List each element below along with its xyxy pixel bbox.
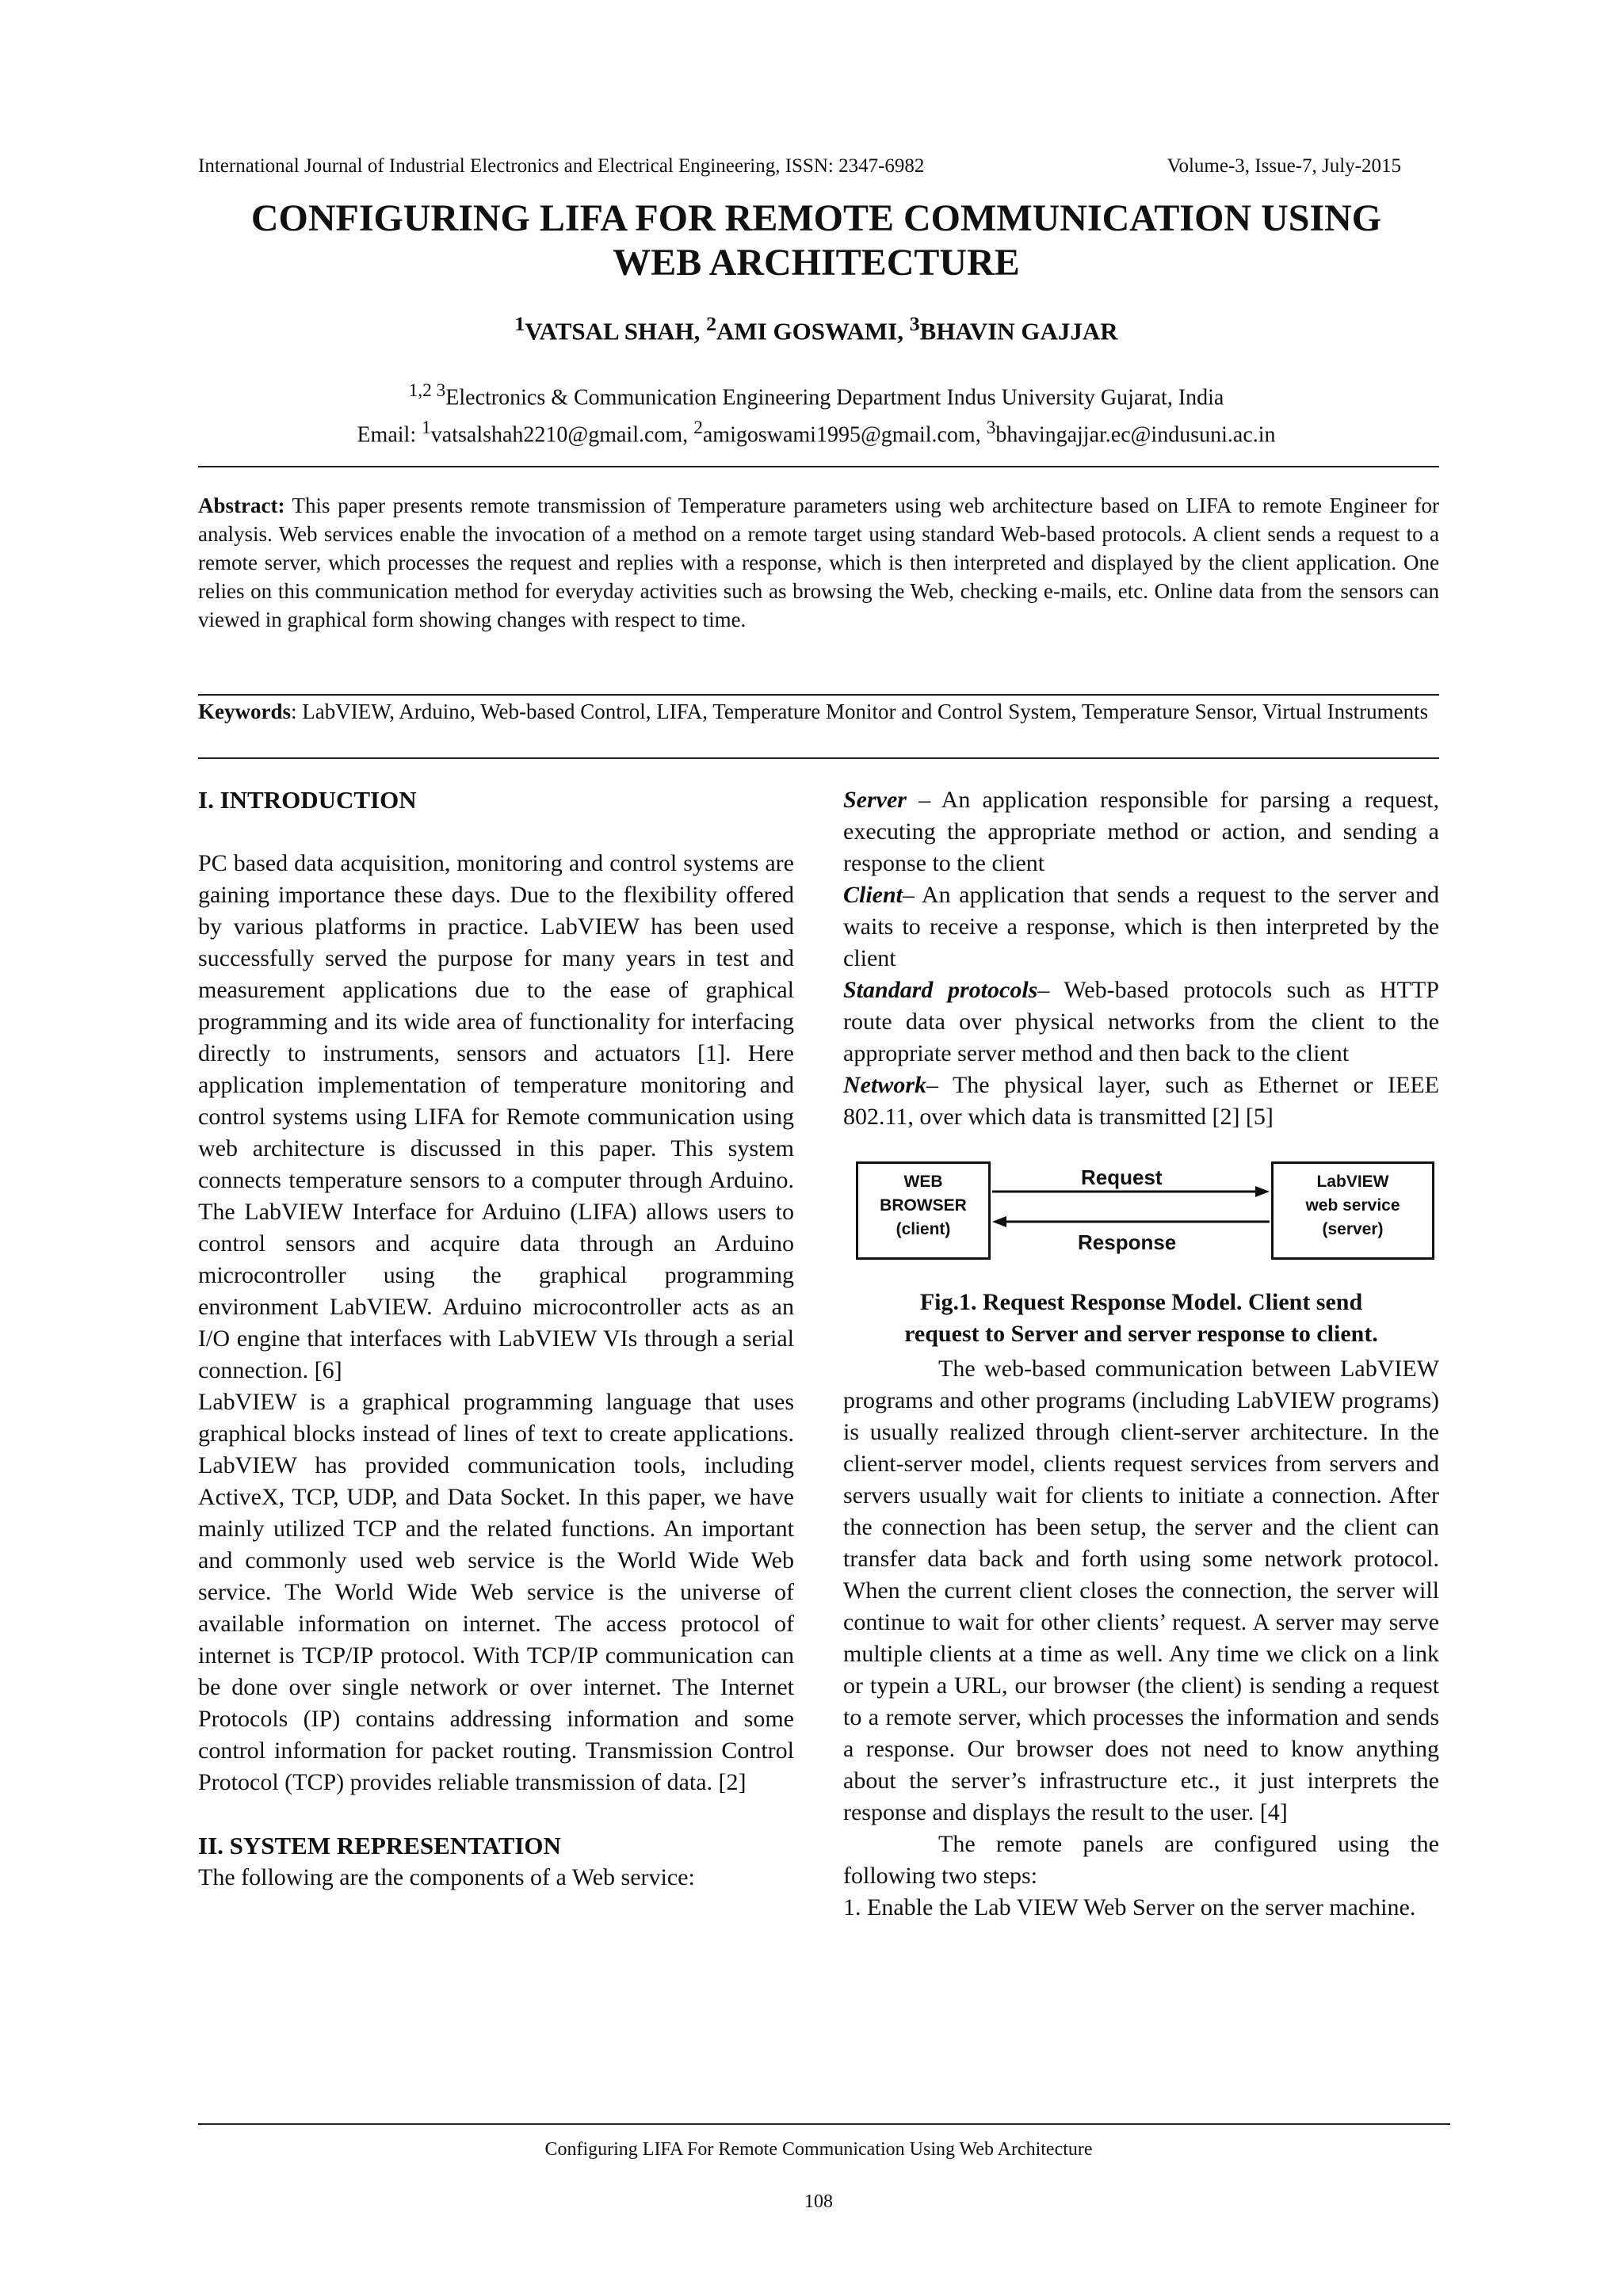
- component-protocols: [843, 974, 1439, 1070]
- component-network: [843, 1070, 1439, 1133]
- right-paragraph-1: The web-based communication between LabVIEW programs and other programs (including LabVIEW programs) is usually realized through client-server architecture. In the client-server model, clients request services from servers and servers usually wait for clients to initiate a connection. After the connection has been setup, the server and the client can transfer data back and forth using some network protocol. When the current client closes the connection, the server will continue to wait for other clients’ request. A server may serve multiple clients at a time as well. Any time we click on a link or typein a URL, our browser (the client) is sending a request to a remote server, which processes the information and sends a response. Our browser does not need to know anything about the server’s infrastructure etc., it just interprets the response and displays the result to the user. [4]: [843, 1356, 1439, 1825]
- left-column: [198, 784, 794, 1894]
- figure-caption: [843, 1287, 1439, 1350]
- email-2-sup: 2: [693, 418, 703, 439]
- author-1-sup: 1: [514, 312, 525, 335]
- author-2: AMI GOSWAMI,: [716, 317, 910, 345]
- author-2-sup: 2: [706, 312, 717, 335]
- labview-server-line-2: web service: [1305, 1196, 1400, 1215]
- component-server-term: Server: [843, 787, 907, 813]
- component-network-term: Network: [843, 1072, 926, 1098]
- keywords-text: : LabVIEW, Arduino, Web-based Control, LIFA, Temperature Monitor and Control System, Temperature Sensor, Virtual Instruments: [291, 700, 1429, 723]
- volume-issue: Volume-3, Issue-7, July-2015: [1167, 155, 1401, 177]
- email-3: bhavingajjar.ec@indusuni.ac.in: [995, 422, 1276, 448]
- department-sup: 1,2 3: [408, 380, 446, 401]
- email-1: vatsalshah2210@gmail.com,: [430, 422, 694, 448]
- footer-rule: [198, 2123, 1450, 2125]
- figure-request-response: [843, 1161, 1439, 1276]
- labview-server-line-3: (server): [1322, 1220, 1384, 1238]
- component-client-term: Client: [843, 882, 903, 908]
- keywords: [198, 697, 1439, 726]
- right-paragraph-2: The remote panels are configured using the following two steps:: [843, 1831, 1439, 1889]
- component-client: [843, 879, 1439, 974]
- right-column: [843, 784, 1439, 1924]
- paper-title: [158, 196, 1474, 285]
- intro-paragraph-1: PC based data acquisition, monitoring and control systems are gaining importance these days. Due to the flexibility offered by various platforms in practice. LabVIEW has been used successfully served the purpose for many years in test and measurement applications due to the ease of graphical programming and its wide area of functionality for interfacing directly to instruments, sensors and actuators [1]. Here application implementation of temperature monitoring and control systems using LIFA for Remote communication using web architecture is discussed in this paper. This system connects temperature sensors to a computer through Arduino. The LabVIEW Interface for Arduino (LIFA) allows users to control sensors and acquire data through an Arduino microcontroller using the graphical programming environment LabVIEW. Arduino microcontroller acts as an I/O engine that interfaces with LabVIEW VIs through a serial connection. [6]: [198, 850, 794, 1383]
- email-label: Email:: [357, 422, 422, 448]
- email-2: amigoswami1995@gmail.com,: [702, 422, 987, 448]
- component-client-text: – An application that sends a request to the server and waits to receive a response, which is then interpreted by the client: [843, 882, 1439, 971]
- email-3-sup: 3: [986, 418, 996, 439]
- web-browser-line-1: WEB: [903, 1173, 943, 1191]
- abstract: [198, 491, 1439, 634]
- intro-paragraph-2: LabVIEW is a graphical programming language that uses graphical blocks instead of lines of text to create applications. LabVIEW has provided communication tools, including ActiveX, TCP, UDP, and Data Socket. In this paper, we have mainly utilized TCP and the related functions. An important and commonly used web service is the World Wide Web service. The World Wide Web service is the universe of available information on internet. The access protocol of internet is TCP/IP protocol. With TCP/IP communication can be done over single network or over internet. The Internet Protocols (IP) contains addressing information and some control information for packet routing. Transmission Control Protocol (TCP) provides reliable transmission of data. [2]: [198, 1389, 794, 1795]
- affiliation-block: [158, 376, 1474, 451]
- component-server: [843, 784, 1439, 879]
- request-arrowhead: [1255, 1186, 1270, 1197]
- component-server-text: – An application responsible for parsing a request, executing the appropriate method or action, and sending a response to the client: [843, 787, 1439, 876]
- labview-server-line-1: LabVIEW: [1316, 1173, 1389, 1191]
- web-browser-line-2: BROWSER: [880, 1196, 967, 1215]
- abstract-label: Abstract:: [198, 494, 285, 517]
- response-label: Response: [1078, 1230, 1177, 1254]
- running-footer: Configuring LIFA For Remote Communication Using Web Architecture: [544, 2139, 1093, 2160]
- author-1: VATSAL SHAH,: [525, 317, 707, 345]
- department-line: [158, 376, 1474, 413]
- title-line-1: CONFIGURING LIFA FOR REMOTE COMMUNICATION USING: [250, 197, 1382, 239]
- labview-server-box: [1271, 1161, 1434, 1260]
- email-1-sup: 1: [422, 418, 431, 439]
- system-heading: II. SYSTEM REPRESENTATION: [198, 1832, 561, 1859]
- system-paragraph-1: The following are the components of a Web service:: [198, 1864, 695, 1890]
- component-protocols-text: – Web-based protocols such as HTTP route data over physical networks from the client to the appropriate server method and then back to the client: [843, 977, 1439, 1066]
- request-label: Request: [1081, 1165, 1163, 1189]
- abstract-text: This paper presents remote transmission of Temperature parameters using web architecture based on LIFA to remote Engineer for analysis. Web services enable the invocation of a method on a remote target using standard Web-based protocols. A client sends a request to a remote server, which processes the request and replies with a response, which is then interpreted and displayed by the client application. One relies on this communication method for everyday activities such as browsing the Web, checking e-mails, etc. Online data from the sensors can viewed in graphical form showing changes with respect to time.: [198, 494, 1439, 631]
- email-line: [158, 413, 1474, 450]
- response-arrowhead: [992, 1216, 1006, 1227]
- author-3: BHAVIN GAJJAR: [919, 317, 1118, 345]
- right-paragraph-3: 1. Enable the Lab VIEW Web Server on the server machine.: [843, 1894, 1416, 1920]
- author-list: [158, 312, 1474, 345]
- department: Electronics & Communication Engineering Department Indus University Gujarat, India: [445, 385, 1224, 410]
- figure-caption-line-1: Fig.1. Request Response Model. Client send: [919, 1289, 1363, 1315]
- component-protocols-term: Standard protocols: [843, 977, 1038, 1003]
- figure-caption-line-2: request to Server and server response to client.: [904, 1321, 1378, 1347]
- intro-heading: I. INTRODUCTION: [198, 786, 417, 814]
- rule-mid: [198, 694, 1439, 696]
- journal-name: International Journal of Industrial Electronics and Electrical Engineering, ISSN: 2347-6982: [198, 155, 925, 177]
- running-header: [198, 155, 1401, 177]
- keywords-label: Keywords: [198, 700, 291, 723]
- title-line-2: WEB ARCHITECTURE: [613, 242, 1020, 284]
- component-network-text: – The physical layer, such as Ethernet or IEEE 802.11, over which data is transmitted [2] [5]: [843, 1072, 1439, 1130]
- author-3-sup: 3: [909, 312, 920, 335]
- rule-bottom: [198, 757, 1439, 759]
- rule-top: [198, 466, 1439, 467]
- web-browser-box: [856, 1161, 991, 1260]
- page-number: 108: [804, 2191, 833, 2212]
- web-browser-line-3: (client): [896, 1220, 951, 1238]
